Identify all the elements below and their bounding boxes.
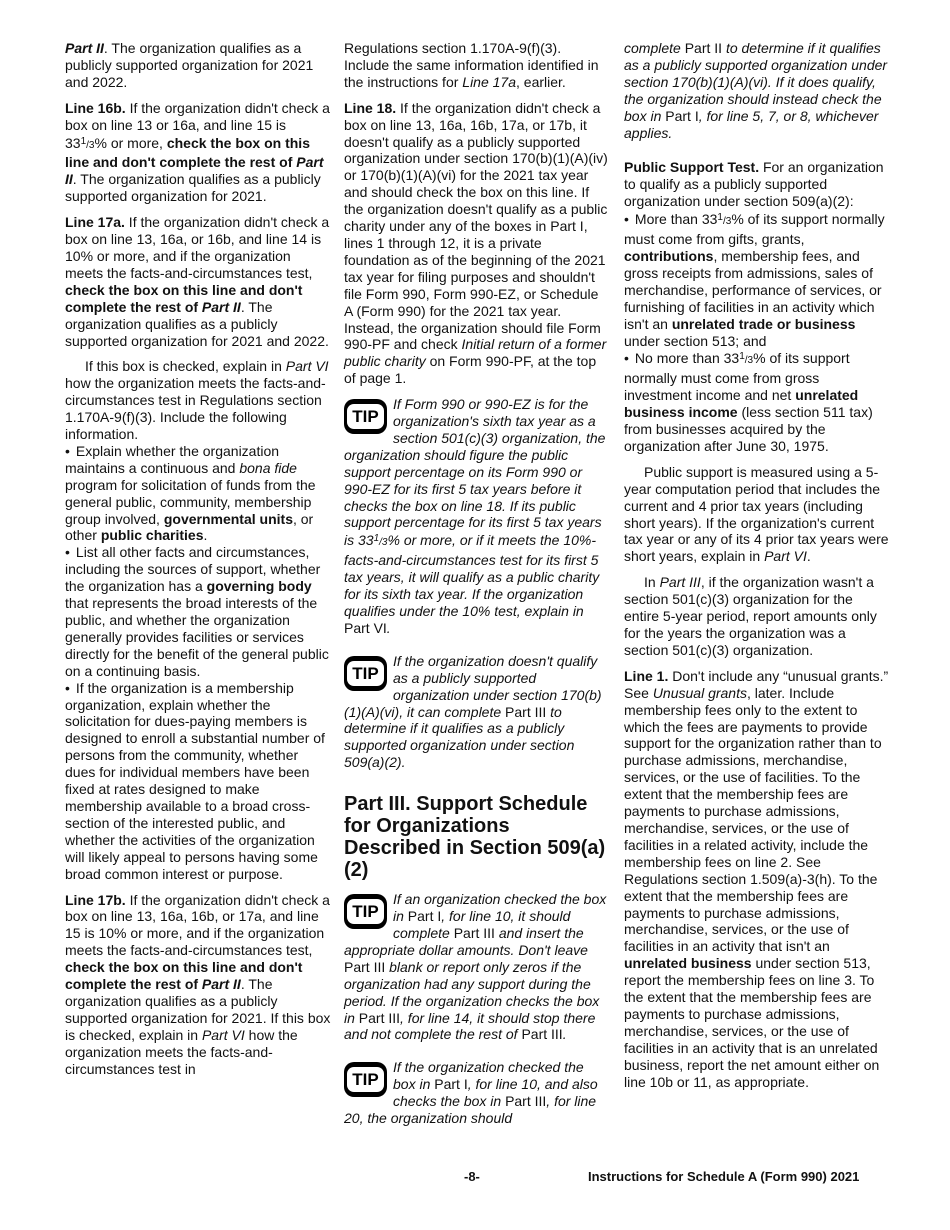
paragraph-explain-part-vi: If this box is checked, explain in Part VI how the organization meets the facts-and-circumstances test in Regulations section 1.170A-9(f)(3). Include the following information. — [65, 358, 329, 443]
column-1 — [65, 40, 331, 1086]
paragraph-line-17b: Line 17b. If the organization didn't check a box on line 13, 16a, 16b, or 17a, and line 15 is 10% or more, and if the organization meets the facts-and-circumstances test, check the box on this line and don't complete the rest of Part II. The organization qualifies as a publicly supported organization for 2021. If this box is checked, explain in Part VI how the organization meets the facts-and-circumstances test in — [65, 891, 331, 1077]
part-iii-heading: Part III. Support Schedule for Organizations Described in Section 509(a)(2) — [344, 793, 606, 882]
paragraph-line-18: Line 18. If the organization didn't check a box on line 13, 16a, 16b, 17a, or 17b, it doesn't qualify as a publicly supported organization under section 170(b)(1)(A)(iv) or 170(b)(1)(A)(vi) for the 2021 tax year and should check the box on this line. If the organization doesn't qualify as a public charity under any of the boxes in Part I, lines 1 through 12, it is a private foundation as of the beginning of the 2021 tax year for filing purposes and shouldn't file Form 990, Form 990-EZ, or Schedule A (Form 990) for the 2021 tax year. Instead, the organization should file Form 990-PF and check Initial return of a former public charity on Form 990-PF, at the top of page 1. — [344, 99, 608, 387]
tip-icon: TIP — [344, 399, 387, 434]
paragraph-line-16b: Line 16b. If the organization didn't check a box on line 13 or 16a, and line 15 is $33^1/3\%$ or more, check the box on this line and don't complete the rest of Part II. The organization qualifies as a publicly supported organization for 2021. — [65, 99, 330, 205]
page-number: -8- — [464, 1169, 480, 1184]
line-16b-heading: Line 16b. — [65, 99, 126, 116]
tip-line-20: TIP If the organization checked the box in Part I, for line 10, and also checks the box in Part III, for line 20, the organization should — [344, 1059, 598, 1127]
bullet-solicitation-program: • Explain whether the organization maintains a continuous and bona fide program for solicitation of funds from the general public, community, membership group involved, governmental units, or other public charities. — [65, 443, 331, 544]
tip-sixth-tax-year: TIP If Form 990 or 990-EZ is for the organization's sixth tax year as a section 501(c)(3) organization, the organization should figure the public support percentage on its Form 990 or 990-EZ for its first 5 tax years before it checks the box on line 18. If its public support percentage for its first 5 tax years is $33^1/3\%$ or more, or if it meets the 10%-facts-and-circumstances test for its first 5 tax years, it will qualify as a public charity for its sixth tax year. If the organization qualifies under the 10% test, explain in Part VI. — [344, 396, 606, 636]
bullet-membership-organization: • If the organization is a membership organization, explain whether the solicitation for dues-paying members is designed to enroll a substantial number of persons from the community, whether dues for individual members have been fixed at rates designed to make membership available to a broad cross-section of the interested public, and whether the activities of the organization will likely appeal to persons having some broad common interest or purpose. — [65, 680, 331, 883]
paragraph-part-iii-501c3: In Part III, if the organization wasn't a section 501(c)(3) organization for the entire 5-year period, report amounts only for the years the organization was a section 501(c)(3) organization. — [624, 574, 877, 658]
paragraph-tip-continued: complete Part II to determine if it qualifies as a publicly supported organization under section 170(b)(1)(A)(vi). If it does qualify, the organization should instead check the box in Part I, for line 5, 7, or 8, whichever applies. — [624, 40, 888, 141]
paragraph-regulations-continued: Regulations section 1.170A-9(f)(3). Include the same information identified in the instructions for Line 17a, earlier. — [344, 40, 599, 90]
bullet-more-than-one-third: • More than $33^1/3\%$ of its support normally must come from gifts, grants, contributions, membership fees, and gross receipts from admissions, sales of merchandise, performance of services, or furnishing of facilities in an activity which isn't an unrelated trade or business under section 513; and — [624, 210, 890, 349]
column-2 — [344, 40, 610, 1143]
tip-doesnt-qualify: TIP If the organization doesn't qualify as a publicly supported organization under section 170(b)(1)(A)(vi), it can complete Part III to determine if it qualifies as a publicly supported organization under section 509(a)(2). — [344, 652, 602, 771]
tip-icon: TIP — [344, 894, 387, 929]
line-18-heading: Line 18. — [344, 99, 397, 116]
bullet-other-facts: • List all other facts and circumstances, including the sources of support, whether the organization has a governing body that represents the broad interests of the public, and whether the organization generally provides facilities or services directly for the benefit of the general public on a continuing basis. — [65, 544, 331, 679]
line-17a-heading: Line 17a. — [65, 214, 125, 231]
line-17b-heading: Line 17b. — [65, 891, 126, 908]
paragraph-public-support-test: Public Support Test. For an organization to qualify as a publicly supported organization under section 509(a)(2): — [624, 159, 884, 210]
column-3 — [624, 40, 890, 1099]
bullet-no-more-than-one-third: • No more than $33^1/3\%$ of its support normally must come from gross investment income and net unrelated business income (less section 511 tax) from businesses acquired by the organization after June 30, 1975. — [624, 349, 890, 454]
paragraph-line-17a: Line 17a. If the organization didn't check a box on line 13, 16a, or 16b, and line 14 is 10% or more, and if the organization meets the facts-and-circumstances test, check the box on this line and don't complete the rest of Part II. The organization qualifies as a publicly supported organization for 2021 and 2022. — [65, 214, 330, 349]
paragraph-line-1: Line 1. Don't include any “unusual grants.” See Unusual grants, later. Include membership fees only to the extent to which the fees are payments to provide support for the organization rather than to purchase admissions, merchandise, services, or the use of facilities. To the extent that the membership fees are payments to purchase admissions, merchandise, services, or the use of facilities in a related activity, include the membership fees on line 2. See Regulations section 1.509(a)-3(h). To the extent that the membership fees are payments to purchase admissions, merchandise, services, or the use of facilities in an activity that isn't an unrelated business under section 513, report the membership fees on line 3. To the extent that the membership fees are payments to purchase admissions, merchandise, services, or the use of facilities in an activity that is an unrelated business, report the net amount either on line 10b or 11, as appropriate. — [624, 667, 889, 1090]
paragraph-computation-period: Public support is measured using a 5-year computation period that includes the current and 4 prior tax years (including short years). If the organization's current tax year or any of its 4 prior tax years were short years, explain in Part VI. — [624, 463, 889, 565]
line-1-heading: Line 1. — [624, 667, 669, 684]
paragraph-part-ii-qualifies: Part II. The organization qualifies as a publicly supported organization for 2021 and 2022. — [65, 40, 314, 90]
tip-checked-line-10: TIP If an organization checked the box in Part I, for line 10, it should complete Part III and insert the appropriate dollar amounts. Don't leave Part III blank or report only zeros if the organization had any support during the period. If the organization checks the box in Part III, for line 14, it should stop there and not complete the rest of Part III. — [344, 891, 607, 1043]
tip-icon: TIP — [344, 656, 387, 691]
form-title: Instructions for Schedule A (Form 990) 2021 — [588, 1169, 860, 1184]
tip-icon: TIP — [344, 1062, 387, 1097]
public-support-test-heading: Public Support Test. — [624, 159, 760, 176]
